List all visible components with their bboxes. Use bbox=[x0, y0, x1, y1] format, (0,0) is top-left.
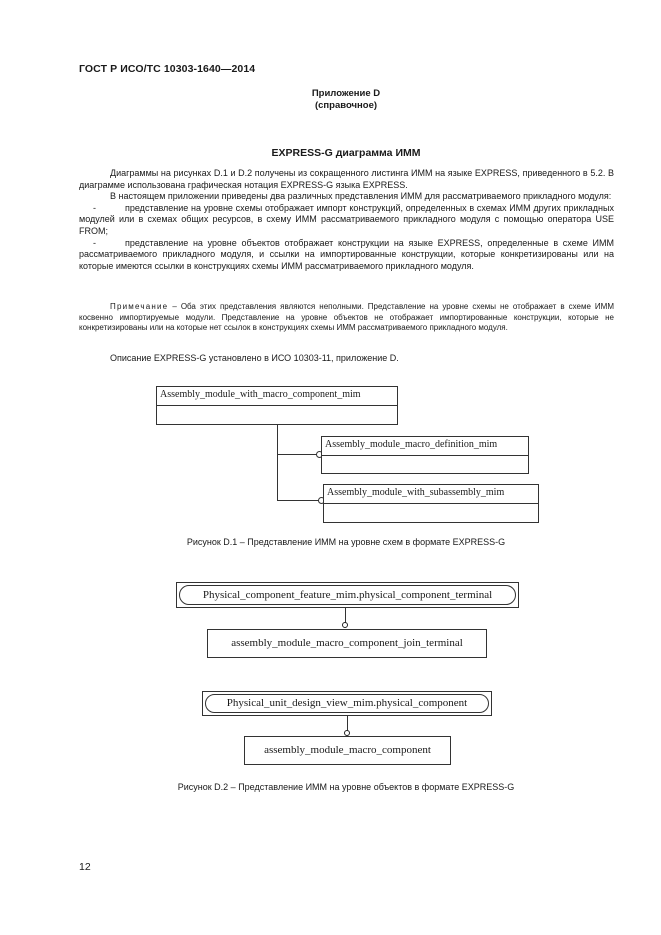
schema-box-main bbox=[156, 386, 398, 425]
schema-box-subassembly-title: Assembly_module_with_subassembly_mim bbox=[324, 485, 538, 504]
note bbox=[79, 302, 614, 334]
note-label: Примечание bbox=[110, 302, 169, 311]
entity-box-join-terminal bbox=[207, 629, 487, 658]
schema-box-macro-definition bbox=[321, 436, 529, 474]
schema-box-macro-definition-title: Assembly_module_macro_definition_mim bbox=[322, 437, 528, 456]
note-dash: – bbox=[168, 302, 181, 311]
reference-entity-box-1 bbox=[176, 582, 519, 608]
entity-box-macro-component bbox=[244, 736, 451, 765]
page-number: 12 bbox=[79, 861, 91, 873]
entity-join-terminal-label: assembly_module_macro_component_join_terminal bbox=[231, 637, 463, 649]
bullet-item-2 bbox=[79, 238, 614, 273]
paragraph-1: Диаграммы на рисунках D.1 и D.2 получены из сокращенного листинга ИММ на языке EXPRESS, приведенного в 5.2. В диаграмме использована графическая нотация EXPRESS-G языка EXPRESS. bbox=[79, 168, 614, 190]
entity-macro-component-label: assembly_module_macro_component bbox=[264, 744, 431, 756]
figure-d2-caption: Рисунок D.2 – Представление ИММ на уровне объектов в формате EXPRESS-G bbox=[177, 782, 515, 792]
schema-box-main-title: Assembly_module_with_macro_component_mim bbox=[157, 387, 397, 406]
body-text bbox=[79, 168, 614, 272]
document-header: ГОСТ Р ИСО/ТС 10303-1640—2014 bbox=[79, 63, 256, 75]
bullet-text-2: представление на уровне объектов отображает конструкции на языке EXPRESS, определенные в схеме ИММ рассматриваемого прикладного модуля, и ссылки на импортированные конструкции, которые конкретизированы или на которые имеются ссылки в конструкциях схемы ИММ рассматриваемого прикладного модуля. bbox=[79, 237, 614, 271]
appendix-subtitle: (справочное) bbox=[314, 100, 378, 111]
connector-vertical bbox=[277, 424, 278, 501]
reference-text: Описание EXPRESS-G установлено в ИСО 10303-11, приложение D. bbox=[110, 353, 399, 363]
bullet-item-1 bbox=[79, 203, 614, 238]
paragraph-2: В настоящем приложении приведены два различных представления ИММ для рассматриваемого прикладного модуля: bbox=[110, 191, 612, 202]
note-text: Оба этих представления являются неполными. Представление на уровне схемы не отображает в схеме ИММ косвенно импортируемые модули. Представление на уровне объектов не отображает импортированные конструкции, которые не конкретизированы или на которые нет ссылок в конструкциях схемы ИММ рассматриваемого прикладного модуля. bbox=[79, 302, 614, 332]
connector-branch-2 bbox=[277, 500, 319, 501]
reference-entity-1-label: Physical_component_feature_mim.physical_component_terminal bbox=[202, 589, 493, 601]
bullet-text-1: представление на уровне схемы отображает импорт конструкций, определенных в схемах ИММ других прикладных модулей или в схемах общих ресурсов, в схему ИММ рассматриваемого прикладного модуля с помощью оператора USE FROM; bbox=[79, 202, 614, 236]
section-title: EXPRESS-G диаграмма ИММ bbox=[271, 147, 421, 159]
appendix-title: Приложение D bbox=[311, 88, 381, 99]
bullet-mark: - bbox=[93, 202, 96, 213]
bullet-mark: - bbox=[93, 237, 96, 248]
figure-d1-caption: Рисунок D.1 – Представление ИММ на уровне схем в формате EXPRESS-G bbox=[186, 537, 506, 547]
reference-entity-2-label: Physical_unit_design_view_mim.physical_component bbox=[226, 697, 468, 709]
reference-entity-box-2 bbox=[202, 691, 492, 716]
relationship-end-circle-icon bbox=[342, 622, 348, 628]
connector-branch-1 bbox=[277, 454, 317, 455]
schema-box-subassembly bbox=[323, 484, 539, 523]
